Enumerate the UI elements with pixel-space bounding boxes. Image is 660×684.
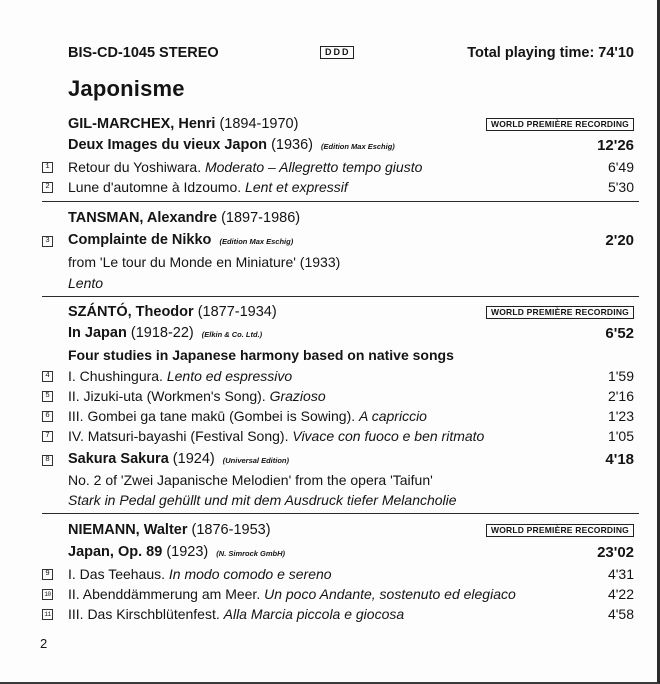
track-number: 6 — [42, 411, 53, 422]
section-divider — [42, 513, 639, 514]
ddd-badge: DDD — [320, 46, 354, 59]
section-divider — [42, 201, 639, 202]
composer-years: (1897-1986) — [221, 210, 301, 226]
work-title: In Japan (1918-22) (Elkin & Co. Ltd.) — [68, 325, 263, 341]
work-title: Sakura Sakura (1924) (Universal Edition) — [68, 451, 290, 467]
track-title: II. Jizuki-uta (Workmen's Song). Grazioso — [68, 388, 326, 404]
track-title: II. Abenddämmerung am Meer. Un poco Andante, sostenuto ed elegiaco — [68, 586, 516, 602]
work-subtitle: Four studies in Japanese harmony based on native songs — [68, 347, 454, 363]
track-title: I. Chushingura. Lento ed espressivo — [68, 368, 293, 384]
work-title: Complainte de Nikko (Edition Max Eschig) — [68, 232, 294, 248]
track-tempo: Grazioso — [269, 388, 326, 404]
track-number: 3 — [42, 236, 53, 247]
track-tempo: Stark in Pedal gehüllt und mit dem Ausdruck tiefer Melancholie — [68, 492, 457, 508]
work-duration: 4'18 — [605, 451, 634, 468]
work-duration: 23'02 — [597, 544, 634, 561]
work-note: No. 2 of 'Zwei Japanische Melodien' from the opera 'Taifun' — [68, 472, 433, 488]
section-divider — [42, 296, 639, 297]
composer-years: (1894-1970) — [219, 116, 299, 132]
publisher: (Edition Max Eschig) — [321, 142, 395, 151]
track-duration: 2'16 — [607, 388, 634, 404]
composer-name: GIL-MARCHEX, Henri (1894-1970) — [68, 116, 299, 132]
composer-name: SZÁNTÓ, Theodor (1877-1934) — [68, 304, 277, 320]
track-tempo: In modo comodo e sereno — [168, 566, 332, 582]
track-title: Lune d'automne à Idzoumo. Lent et expressif — [68, 179, 348, 195]
work-years: (1923) — [166, 544, 209, 560]
track-number: 1 — [42, 162, 53, 173]
track-number: 2 — [42, 182, 53, 193]
publisher: (Universal Edition) — [222, 456, 290, 465]
composer-name: NIEMANN, Walter (1876-1953) — [68, 522, 271, 538]
track-duration: 4'22 — [607, 586, 634, 602]
publisher: (Elkin & Co. Ltd.) — [201, 330, 263, 339]
work-years: (1924) — [172, 451, 215, 467]
track-number: 4 — [42, 371, 53, 382]
track-tempo: Lento — [68, 275, 104, 291]
track-number: 5 — [42, 391, 53, 402]
track-duration: 4'31 — [607, 566, 634, 582]
world-premiere-badge: WORLD PREMIÈRE RECORDING — [486, 306, 634, 319]
world-premiere-badge: WORLD PREMIÈRE RECORDING — [486, 524, 634, 537]
track-duration: 6'49 — [607, 159, 634, 175]
track-tempo: A capriccio — [359, 408, 427, 424]
publisher: (Edition Max Eschig) — [219, 237, 294, 246]
track-duration: 1'59 — [607, 368, 634, 384]
track-title: Retour du Yoshiwara. Moderato – Allegretto tempo giusto — [68, 159, 423, 175]
work-duration: 6'52 — [605, 325, 634, 342]
track-number: 9 — [42, 569, 53, 580]
track-duration: 1'05 — [607, 428, 634, 444]
composer-years: (1877-1934) — [197, 304, 277, 320]
track-title: IV. Matsuri-bayashi (Festival Song). Vivace con fuoco e ben ritmato — [68, 428, 485, 444]
work-years: (1918-22) — [130, 325, 194, 341]
work-duration: 12'26 — [597, 137, 634, 154]
total-playing-time: Total playing time: 74'10 — [467, 45, 634, 61]
album-title: Japonisme — [68, 76, 185, 101]
track-tempo: Lent et expressif — [245, 179, 348, 195]
work-title: Japan, Op. 89 (1923) (N. Simrock GmbH) — [68, 544, 286, 560]
track-tempo: Un poco Andante, sostenuto ed elegiaco — [264, 586, 516, 602]
publisher: (N. Simrock GmbH) — [216, 549, 286, 558]
composer-years: (1876-1953) — [191, 522, 271, 538]
track-tempo: Alla Marcia piccola e giocosa — [223, 606, 405, 622]
work-years: (1936) — [271, 137, 313, 153]
work-note: from 'Le tour du Monde en Miniature' (1933) — [68, 254, 341, 270]
track-tempo: Vivace con fuoco e ben ritmato — [292, 428, 485, 444]
track-number: 7 — [42, 431, 53, 442]
track-tempo: Moderato – Allegretto tempo giusto — [204, 159, 423, 175]
work-duration: 2'20 — [605, 232, 634, 249]
page-number: 2 — [40, 636, 48, 651]
track-number: 10 — [42, 589, 53, 600]
composer-name: TANSMAN, Alexandre (1897-1986) — [68, 210, 301, 226]
track-title: I. Das Teehaus. In modo comodo e sereno — [68, 566, 332, 582]
work-title: Deux Images du vieux Japon (1936) (Edition Max Eschig) — [68, 137, 395, 153]
track-title: III. Das Kirschblütenfest. Alla Marcia piccola e giocosa — [68, 606, 405, 622]
catalog-number: BIS-CD-1045 STEREO — [68, 45, 219, 61]
track-number: 8 — [42, 455, 53, 466]
track-tempo: Lento ed espressivo — [166, 368, 293, 384]
track-duration: 4'58 — [607, 606, 634, 622]
track-title: III. Gombei ga tane makū (Gombei is Sowing). A capriccio — [68, 408, 427, 424]
track-duration: 1'23 — [607, 408, 634, 424]
world-premiere-badge: WORLD PREMIÈRE RECORDING — [486, 118, 634, 131]
track-number: 11 — [42, 609, 53, 620]
track-duration: 5'30 — [607, 179, 634, 195]
